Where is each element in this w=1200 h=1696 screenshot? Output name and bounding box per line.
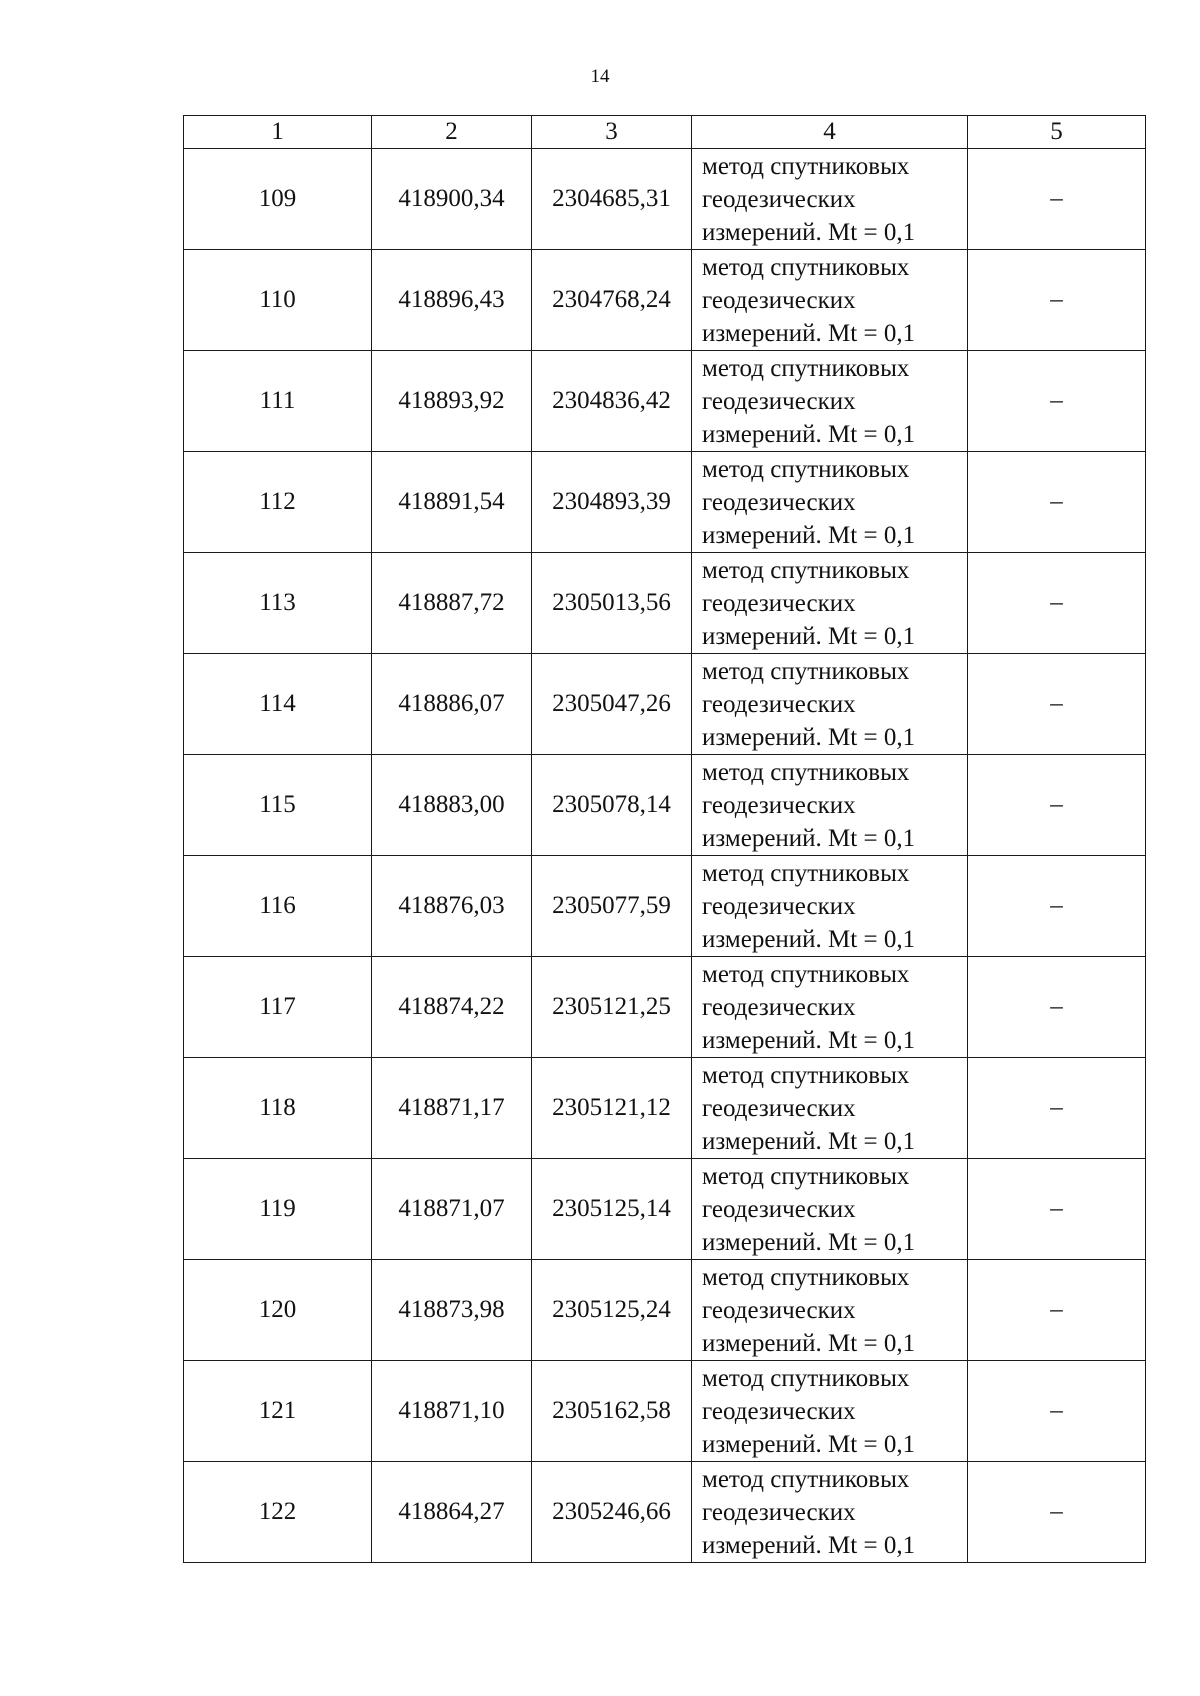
method-cell	[692, 1361, 968, 1462]
method-cell	[692, 957, 968, 1058]
point-number-cell: 119	[184, 1159, 372, 1260]
point-number-cell: 112	[184, 452, 372, 553]
x-coordinate-cell: 418871,07	[372, 1159, 532, 1260]
note-cell: –	[968, 553, 1146, 654]
note-cell: –	[968, 351, 1146, 452]
y-coordinate-cell: 2305125,24	[532, 1260, 692, 1361]
x-coordinate-cell: 418900,34	[372, 149, 532, 250]
method-text-line: измерений. Mt = 0,1	[702, 723, 916, 751]
note-cell: –	[968, 957, 1146, 1058]
method-text-line: геодезических	[702, 1195, 856, 1223]
method-text-line: метод спутниковых	[702, 960, 910, 988]
y-coordinate-cell: 2305125,14	[532, 1159, 692, 1260]
table-row	[184, 654, 1146, 755]
method-text-line: метод спутниковых	[702, 253, 910, 281]
method-text-line: метод спутниковых	[702, 1465, 910, 1493]
method-cell	[692, 351, 968, 452]
x-coordinate-cell: 418864,27	[372, 1462, 532, 1563]
page-number: 14	[590, 66, 610, 87]
method-text-line: измерений. Mt = 0,1	[702, 319, 916, 347]
method-text-line: геодезических	[702, 1498, 856, 1526]
table-row	[184, 553, 1146, 654]
y-coordinate-cell: 2304893,39	[532, 452, 692, 553]
point-number-cell: 114	[184, 654, 372, 755]
table-row	[184, 1260, 1146, 1361]
y-coordinate-cell: 2305121,25	[532, 957, 692, 1058]
method-text-line: геодезических	[702, 488, 856, 516]
point-number-cell: 115	[184, 755, 372, 856]
table-row	[184, 957, 1146, 1058]
x-coordinate-cell: 418871,10	[372, 1361, 532, 1462]
table-row	[184, 1159, 1146, 1260]
method-text-line: геодезических	[702, 791, 856, 819]
x-coordinate-cell: 418873,98	[372, 1260, 532, 1361]
note-cell: –	[968, 1058, 1146, 1159]
point-number-cell: 121	[184, 1361, 372, 1462]
point-number-cell: 109	[184, 149, 372, 250]
method-text-line: геодезических	[702, 993, 856, 1021]
x-coordinate-cell: 418886,07	[372, 654, 532, 755]
note-cell: –	[968, 1159, 1146, 1260]
method-text-line: измерений. Mt = 0,1	[702, 925, 916, 953]
y-coordinate-cell: 2305246,66	[532, 1462, 692, 1563]
table-row	[184, 755, 1146, 856]
note-cell: –	[968, 452, 1146, 553]
method-text-line: геодезических	[702, 387, 856, 415]
method-cell	[692, 452, 968, 553]
table-row	[184, 1462, 1146, 1563]
note-cell: –	[968, 250, 1146, 351]
table-row	[184, 250, 1146, 351]
y-coordinate-cell: 2305121,12	[532, 1058, 692, 1159]
method-text-line: геодезических	[702, 1397, 856, 1425]
method-cell	[692, 755, 968, 856]
x-coordinate-cell: 418874,22	[372, 957, 532, 1058]
method-cell	[692, 1462, 968, 1563]
method-text-line: метод спутниковых	[702, 556, 910, 584]
method-text-line: геодезических	[702, 892, 856, 920]
method-text-line: метод спутниковых	[702, 152, 910, 180]
method-text-line: метод спутниковых	[702, 1364, 910, 1392]
method-text-line: метод спутниковых	[702, 859, 910, 887]
method-text-line: геодезических	[702, 1296, 856, 1324]
point-number-cell: 118	[184, 1058, 372, 1159]
y-coordinate-cell: 2305078,14	[532, 755, 692, 856]
method-cell	[692, 553, 968, 654]
point-number-cell: 117	[184, 957, 372, 1058]
method-text-line: метод спутниковых	[702, 758, 910, 786]
point-number-cell: 110	[184, 250, 372, 351]
method-text-line: геодезических	[702, 185, 856, 213]
method-text-line: измерений. Mt = 0,1	[702, 1127, 916, 1155]
y-coordinate-cell: 2305047,26	[532, 654, 692, 755]
method-text-line: геодезических	[702, 589, 856, 617]
method-text-line: метод спутниковых	[702, 1061, 910, 1089]
note-cell: –	[968, 149, 1146, 250]
method-cell	[692, 1159, 968, 1260]
point-number-cell: 120	[184, 1260, 372, 1361]
table-header-row	[184, 116, 1146, 149]
table-row	[184, 856, 1146, 957]
method-text-line: измерений. Mt = 0,1	[702, 1430, 916, 1458]
column-header: 2	[372, 116, 532, 149]
method-text-line: метод спутниковых	[702, 1162, 910, 1190]
table-row	[184, 351, 1146, 452]
column-header: 4	[692, 116, 968, 149]
method-text-line: метод спутниковых	[702, 1263, 910, 1291]
method-text-line: измерений. Mt = 0,1	[702, 1228, 916, 1256]
table-row	[184, 149, 1146, 250]
y-coordinate-cell: 2304836,42	[532, 351, 692, 452]
method-text-line: геодезических	[702, 1094, 856, 1122]
method-text-line: измерений. Mt = 0,1	[702, 521, 916, 549]
column-header: 1	[184, 116, 372, 149]
method-text-line: измерений. Mt = 0,1	[702, 1531, 916, 1559]
x-coordinate-cell: 418871,17	[372, 1058, 532, 1159]
method-cell	[692, 149, 968, 250]
note-cell: –	[968, 1462, 1146, 1563]
method-cell	[692, 654, 968, 755]
method-text-line: метод спутниковых	[702, 455, 910, 483]
y-coordinate-cell: 2305162,58	[532, 1361, 692, 1462]
note-cell: –	[968, 755, 1146, 856]
x-coordinate-cell: 418891,54	[372, 452, 532, 553]
method-cell	[692, 856, 968, 957]
method-text-line: метод спутниковых	[702, 657, 910, 685]
x-coordinate-cell: 418883,00	[372, 755, 532, 856]
method-cell	[692, 1260, 968, 1361]
note-cell: –	[968, 1260, 1146, 1361]
method-text-line: геодезических	[702, 286, 856, 314]
method-text-line: измерений. Mt = 0,1	[702, 1329, 916, 1357]
point-number-cell: 116	[184, 856, 372, 957]
coordinates-table	[183, 115, 1146, 1563]
method-cell	[692, 250, 968, 351]
x-coordinate-cell: 418893,92	[372, 351, 532, 452]
x-coordinate-cell: 418887,72	[372, 553, 532, 654]
y-coordinate-cell: 2305013,56	[532, 553, 692, 654]
table-row	[184, 1361, 1146, 1462]
point-number-cell: 122	[184, 1462, 372, 1563]
method-text-line: геодезических	[702, 690, 856, 718]
y-coordinate-cell: 2304685,31	[532, 149, 692, 250]
method-text-line: измерений. Mt = 0,1	[702, 420, 916, 448]
y-coordinate-cell: 2304768,24	[532, 250, 692, 351]
method-text-line: измерений. Mt = 0,1	[702, 1026, 916, 1054]
y-coordinate-cell: 2305077,59	[532, 856, 692, 957]
column-header: 3	[532, 116, 692, 149]
column-header: 5	[968, 116, 1146, 149]
x-coordinate-cell: 418896,43	[372, 250, 532, 351]
note-cell: –	[968, 856, 1146, 957]
method-cell	[692, 1058, 968, 1159]
point-number-cell: 111	[184, 351, 372, 452]
note-cell: –	[968, 1361, 1146, 1462]
method-text-line: измерений. Mt = 0,1	[702, 824, 916, 852]
point-number-cell: 113	[184, 553, 372, 654]
note-cell: –	[968, 654, 1146, 755]
method-text-line: измерений. Mt = 0,1	[702, 622, 916, 650]
table-row	[184, 452, 1146, 553]
method-text-line: метод спутниковых	[702, 354, 910, 382]
x-coordinate-cell: 418876,03	[372, 856, 532, 957]
table-row	[184, 1058, 1146, 1159]
method-text-line: измерений. Mt = 0,1	[702, 218, 916, 246]
